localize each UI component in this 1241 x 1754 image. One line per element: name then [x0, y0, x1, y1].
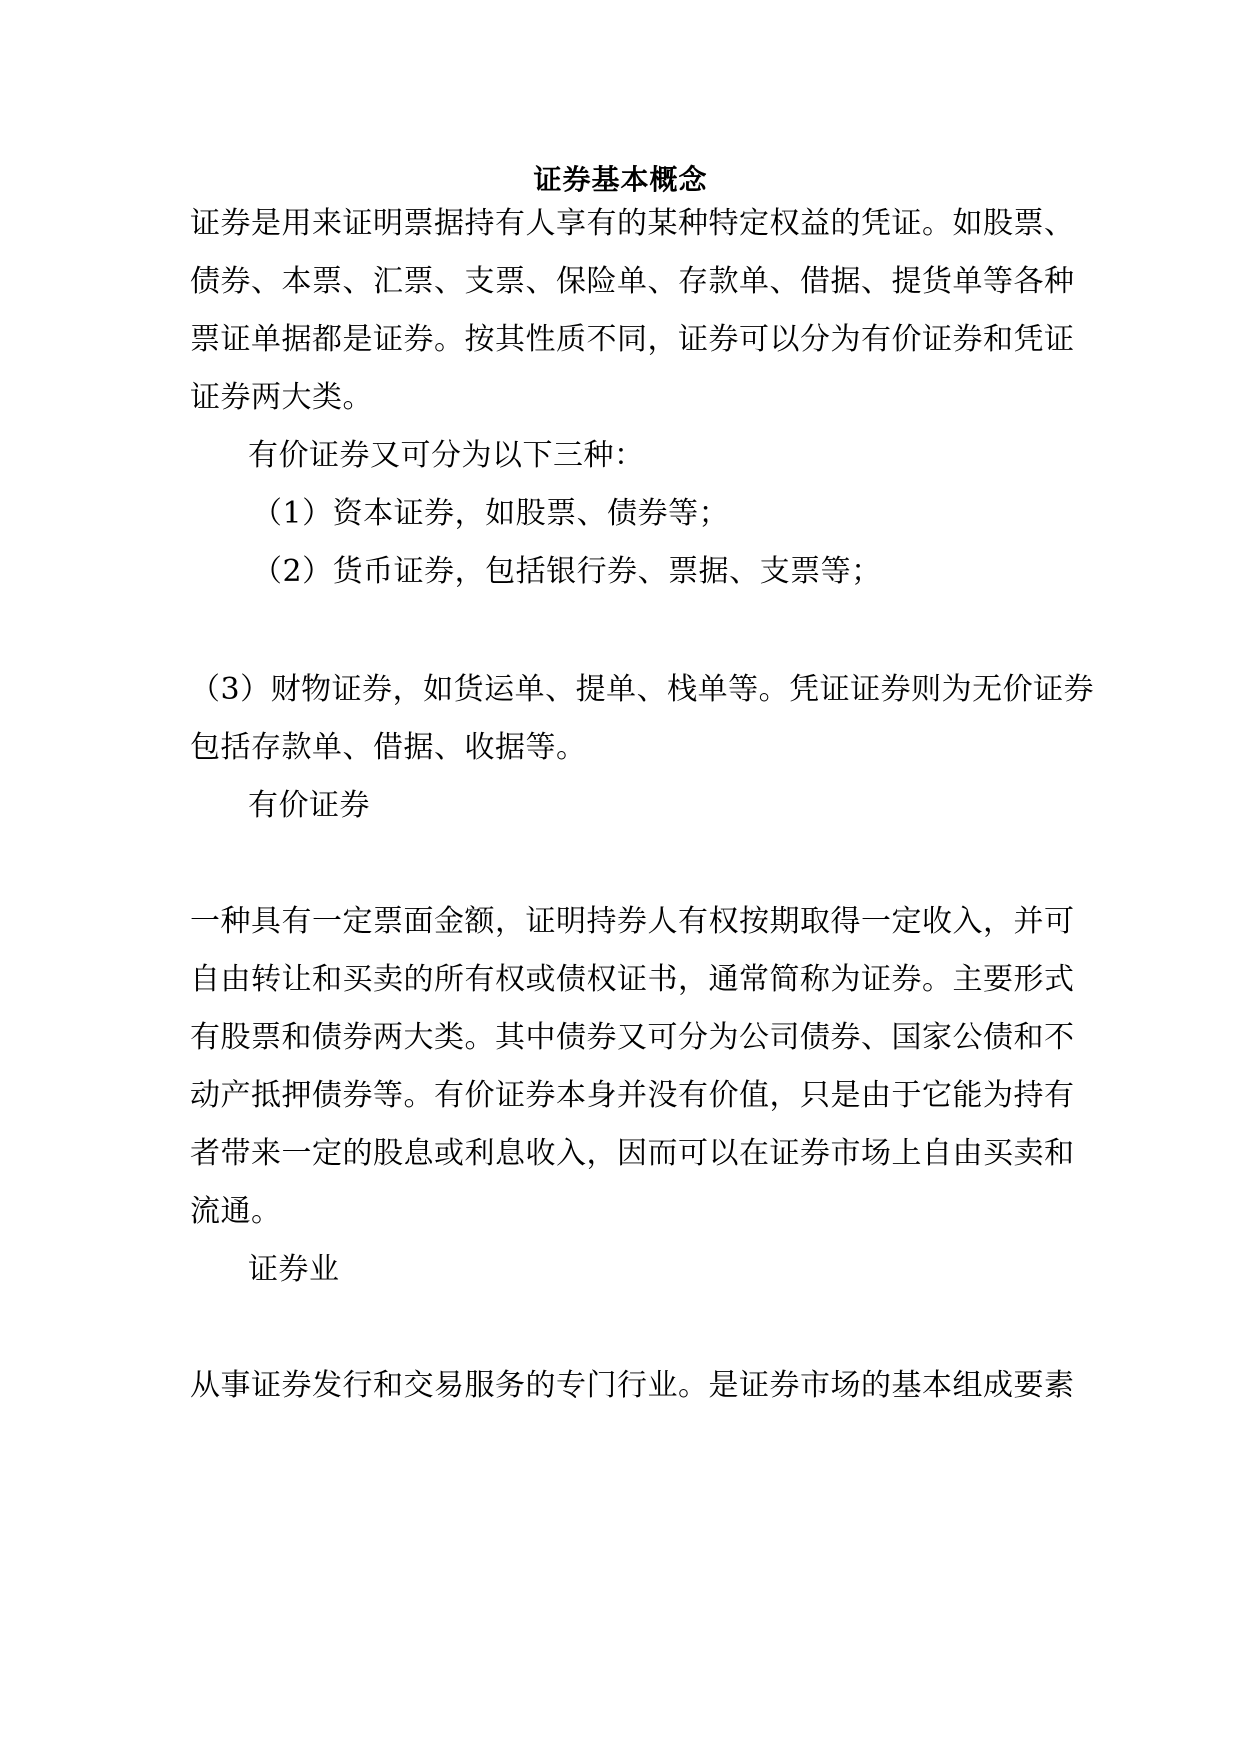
paragraph-line: 动产抵押债券等。有价证券本身并没有价值，只是由于它能为持有 — [190, 1078, 1075, 1113]
paragraph-line: 证券是用来证明票据持有人享有的某种特定权益的凭证。如股票、 — [190, 206, 1075, 241]
paragraph-line: 一种具有一定票面金额，证明持券人有权按期取得一定收入，并可 — [190, 904, 1075, 939]
section-heading: 有价证券 — [248, 788, 370, 823]
paragraph-line: 有股票和债券两大类。其中债券又可分为公司债券、国家公债和不 — [190, 1020, 1075, 1055]
list-intro: 有价证券又可分为以下三种： — [248, 438, 645, 473]
paragraph-line: 票证单据都是证券。按其性质不同，证券可以分为有价证券和凭证 — [190, 322, 1075, 357]
list-item: （3）财物证券，如货运单、提单、栈单等。凭证证券则为无价证券 — [190, 672, 1095, 707]
paragraph-line: 包括存款单、借据、收据等。 — [190, 730, 587, 765]
paragraph-line: 自由转让和买卖的所有权或债权证书，通常简称为证券。主要形式 — [190, 962, 1075, 997]
paragraph-line: 者带来一定的股息或利息收入，因而可以在证券市场上自由买卖和 — [190, 1136, 1075, 1171]
section-heading: 证券业 — [248, 1252, 340, 1287]
page-title: 证券基本概念 — [533, 163, 708, 196]
paragraph-line: 债券、本票、汇票、支票、保险单、存款单、借据、提货单等各种 — [190, 264, 1075, 299]
list-item: （2）货币证券，包括银行券、票据、支票等； — [252, 554, 882, 589]
list-item: （1）资本证券，如股票、债券等； — [252, 496, 730, 531]
paragraph-line: 从事证券发行和交易服务的专门行业。是证券市场的基本组成要素 — [190, 1368, 1075, 1403]
paragraph-line: 流通。 — [190, 1194, 282, 1229]
paragraph-line: 证券两大类。 — [190, 380, 373, 415]
